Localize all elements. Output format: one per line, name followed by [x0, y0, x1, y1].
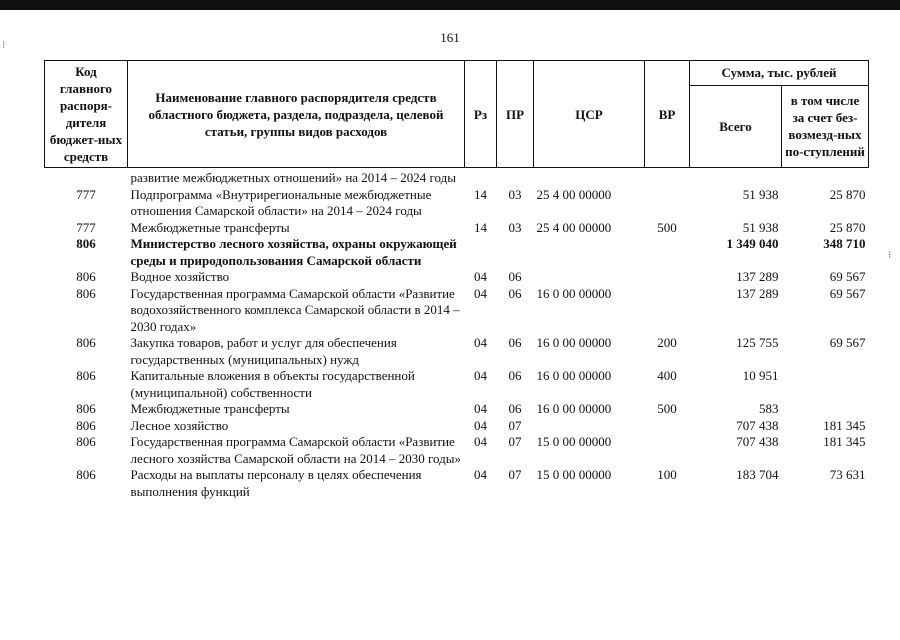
- cell-pr: [497, 236, 534, 269]
- cell-nonrepay: 25 870: [829, 186, 866, 202]
- cell-vr: [645, 286, 690, 336]
- cell-code: 777: [76, 186, 96, 202]
- table-row: [45, 220, 869, 237]
- cell-code: 806: [76, 401, 96, 416]
- cell-rz: 14: [474, 219, 487, 235]
- cell-pr: 06: [508, 401, 522, 416]
- cell-nonrepay: [782, 401, 869, 418]
- cell-code: 806: [76, 236, 96, 251]
- cell-vr: [645, 168, 690, 187]
- cell-csr: [534, 269, 645, 286]
- table-row: [45, 286, 869, 336]
- cell-rz: 04: [474, 417, 487, 433]
- header-csr: ЦСР: [534, 61, 645, 168]
- cell-vr: 400: [657, 368, 677, 383]
- cell-rz: 04: [474, 467, 487, 482]
- cell-pr: 07: [508, 434, 522, 449]
- cell-nonrepay: 69 567: [829, 335, 866, 350]
- cell-pr: 03: [508, 219, 522, 235]
- table-header: [45, 61, 869, 168]
- cell-rz: 04: [474, 434, 487, 449]
- cell-csr: 15 0 00 00000: [536, 434, 612, 449]
- cell-nonrepay: 69 567: [829, 285, 866, 301]
- cell-rz: 04: [474, 285, 487, 301]
- table-row: [45, 269, 869, 286]
- cell-pr: 06: [508, 269, 522, 284]
- scan-margin-mark: ⁝: [888, 250, 892, 261]
- cell-pr: [497, 168, 534, 187]
- cell-code: 806: [76, 269, 96, 284]
- cell-code: 806: [76, 285, 96, 301]
- cell-total: 583: [759, 401, 779, 416]
- cell-pr: 06: [508, 335, 522, 350]
- cell-vr: 500: [657, 401, 677, 416]
- table-row: [45, 467, 869, 500]
- cell-code: 806: [76, 434, 96, 449]
- cell-name: Лесное хозяйство: [130, 417, 229, 433]
- cell-total: 51 938: [742, 186, 779, 202]
- cell-total: 707 438: [736, 417, 779, 433]
- cell-name: Межбюджетные трансферты: [130, 401, 290, 416]
- cell-name: Государственная программа Самарской области «Развитие лесного хозяйства Самарской области на 2014 – 2030 годы»: [130, 434, 461, 466]
- cell-code: 806: [76, 335, 96, 350]
- cell-total: [690, 168, 782, 187]
- cell-code: 777: [76, 219, 96, 235]
- cell-csr: [534, 168, 645, 187]
- cell-csr: 25 4 00 00000: [536, 186, 612, 202]
- cell-total: 1 349 040: [726, 236, 779, 251]
- cell-nonrepay: [782, 168, 869, 187]
- page-number: 161: [440, 30, 460, 45]
- cell-rz: 04: [474, 335, 487, 350]
- cell-name: Капитальные вложения в объекты государственной (муниципальной) собственности: [130, 368, 415, 400]
- cell-vr: [645, 269, 690, 286]
- table-row: [45, 434, 869, 467]
- cell-name: Государственная программа Самарской области «Развитие водохозяйственного комплекса Самарской области в 2014 – 2030 годах»: [130, 285, 460, 334]
- cell-total: 51 938: [742, 219, 779, 235]
- table-row: [45, 168, 869, 187]
- cell-rz: [465, 168, 497, 187]
- cell-rz: 04: [474, 401, 487, 416]
- header-name: Наименование главного распорядителя средств областного бюджета, раздела, подраздела, целевой статьи, группы видов расходов: [128, 61, 465, 168]
- cell-nonrepay: 25 870: [829, 219, 866, 235]
- cell-code: [45, 168, 128, 187]
- cell-nonrepay: 69 567: [829, 269, 866, 284]
- cell-total: 183 704: [736, 467, 779, 482]
- cell-nonrepay: 348 710: [823, 236, 866, 251]
- cell-name: Закупка товаров, работ и услуг для обеспечения государственных (муниципальных) нужд: [130, 335, 397, 367]
- cell-total: 707 438: [736, 434, 779, 449]
- table-body: [45, 168, 869, 501]
- cell-code: 806: [76, 368, 96, 383]
- cell-code: 806: [76, 417, 96, 433]
- cell-csr: 16 0 00 00000: [536, 285, 612, 301]
- header-sum-group: Сумма, тыс. рублей: [690, 61, 869, 86]
- cell-csr: 16 0 00 00000: [536, 368, 612, 383]
- cell-vr: 500: [657, 219, 677, 235]
- header-vr: ВР: [645, 61, 690, 168]
- scan-margin-mark: ⁝: [2, 40, 6, 51]
- cell-nonrepay: 181 345: [823, 434, 866, 449]
- cell-pr: 06: [508, 285, 522, 301]
- header-total: Всего: [690, 85, 782, 167]
- cell-vr: [645, 434, 690, 467]
- cell-vr: 100: [657, 467, 677, 482]
- cell-csr: 25 4 00 00000: [536, 219, 612, 235]
- cell-vr: [645, 236, 690, 269]
- header-rz: Рз: [465, 61, 497, 168]
- cell-code: 806: [76, 467, 96, 482]
- cell-rz: 14: [474, 186, 487, 202]
- cell-vr: [645, 187, 690, 220]
- cell-csr: 16 0 00 00000: [536, 335, 612, 350]
- cell-total: 125 755: [736, 335, 779, 350]
- cell-total: 137 289: [736, 285, 779, 301]
- page-top-border: [0, 0, 900, 10]
- table-row: [45, 236, 869, 269]
- cell-total: 10 951: [742, 368, 779, 383]
- table-row: [45, 418, 869, 435]
- cell-pr: 03: [508, 186, 522, 202]
- cell-name: Водное хозяйство: [130, 269, 230, 284]
- cell-nonrepay: 181 345: [823, 417, 866, 433]
- header-code: Код главного распоря-дителя бюджет-ных средств: [45, 61, 128, 168]
- cell-nonrepay: 73 631: [829, 467, 866, 482]
- header-pr: ПР: [497, 61, 534, 168]
- cell-name: развитие межбюджетных отношений» на 2014 – 2024 годы: [130, 170, 457, 185]
- cell-name: Министерство лесного хозяйства, охраны окружающей среды и природопользования Самарской области: [130, 236, 457, 268]
- table-row: [45, 335, 869, 368]
- cell-rz: 04: [474, 269, 487, 284]
- cell-name: Подпрограмма «Внутрирегиональные межбюджетные отношения Самарской области» на 2014 – 2024 годы: [130, 186, 432, 218]
- header-nonrepay: в том числе за счет без-возмезд-ных по-ступлений: [782, 85, 869, 167]
- cell-rz: [465, 236, 497, 269]
- cell-csr: [534, 236, 645, 269]
- table-row: [45, 368, 869, 401]
- cell-csr: [534, 418, 645, 435]
- table-row: [45, 187, 869, 220]
- cell-name: Расходы на выплаты персоналу в целях обеспечения выполнения функций: [130, 467, 422, 499]
- cell-csr: 16 0 00 00000: [536, 401, 612, 416]
- cell-nonrepay: [782, 368, 869, 401]
- cell-rz: 04: [474, 368, 487, 383]
- cell-pr: 07: [508, 467, 522, 482]
- cell-pr: 06: [508, 368, 522, 383]
- cell-total: 137 289: [736, 269, 779, 284]
- cell-name: Межбюджетные трансферты: [130, 219, 290, 235]
- cell-pr: 07: [508, 417, 522, 433]
- cell-csr: 15 0 00 00000: [536, 467, 612, 482]
- budget-table: [44, 60, 869, 500]
- table-row: [45, 401, 869, 418]
- cell-vr: 200: [657, 335, 677, 350]
- cell-vr: [645, 418, 690, 435]
